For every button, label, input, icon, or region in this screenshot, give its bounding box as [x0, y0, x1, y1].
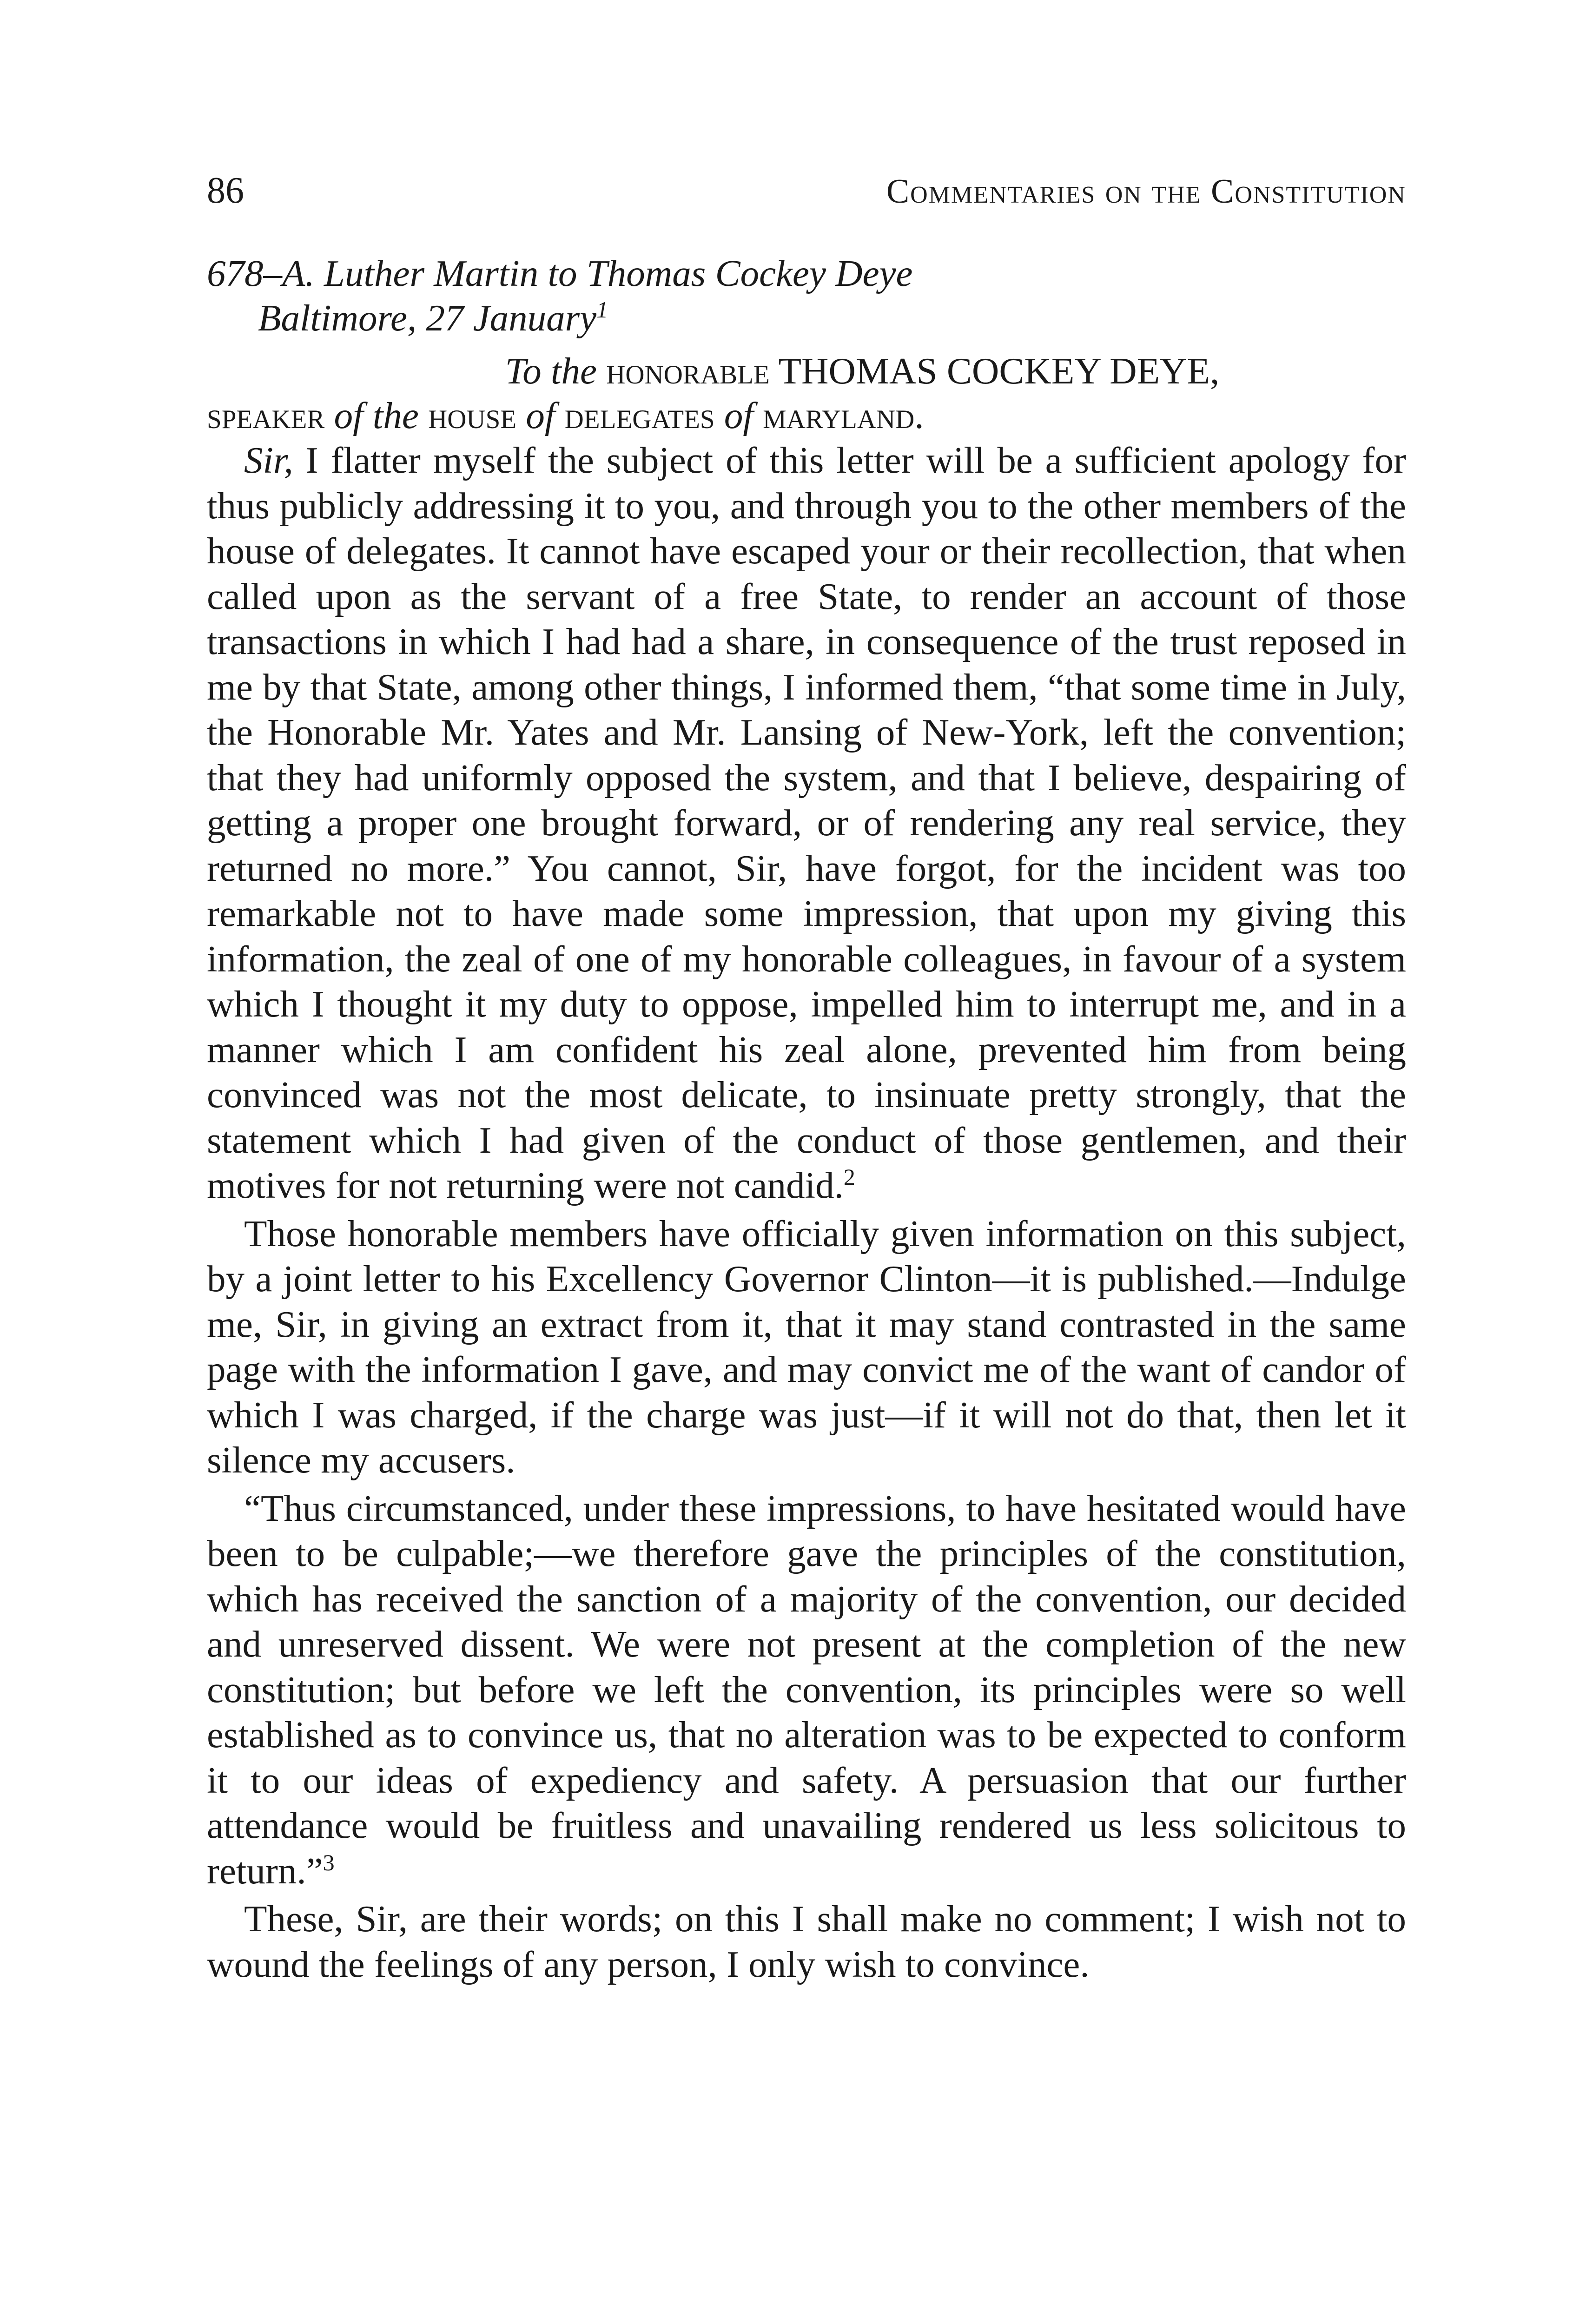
- address-line-1: [207, 349, 1406, 393]
- paragraph-3-text: “Thus circumstanced, under these impressions, to have hesitated would have been to be culpable;—we therefore gave the principles of the constitution, which has received the sanction of a majority of the convention, our decided and unreserved dissent. We were not present at the completion of the new constitution; but before we left the convention, its principles were so well established as to convince us, that no alteration was to be expected to conform it to our ideas of expediency and safety. A persuasion that our further attendance would be fruitless and unavailing rendered us less solicitous to return.”: [207, 1487, 1406, 1892]
- address-of-2: of: [724, 395, 753, 436]
- dateline-text: Baltimore, 27 January: [258, 297, 597, 339]
- paragraph-3: [207, 1486, 1406, 1894]
- address-honorable: honorable: [606, 350, 770, 392]
- footnote-ref-1: 1: [596, 297, 608, 323]
- address-of-1: of: [526, 395, 555, 436]
- document-heading: [207, 251, 1406, 340]
- paragraph-4: These, Sir, are their words; on this I shall make no comment; I wish not to wound the feelings of any person, I only wish to convince.: [207, 1898, 1406, 1985]
- running-head: [207, 167, 1406, 215]
- footnote-ref-2: 2: [843, 1164, 855, 1190]
- paragraph-1-text: I flatter myself the subject of this letter will be a sufficient apology for thus publicly addressing it to you, and through you to the other members of the house of delegates. It cannot have escaped your or their recollection, that when called upon as the servant of a free State, to render an account of those transactions in which I had had a share, in consequence of the trust reposed in me by that State, among other things, I informed them, “that some time in July, the Honorable Mr. Yates and Mr. Lansing of New-York, left the convention; that they had uniformly opposed the system, and that I believe, despairing of getting a proper one brought forward, or of rendering any real service, they returned no more.” You cannot, Sir, have forgot, for the incident was too remarkable not to have made some impression, that upon my giving this information, the zeal of one of my honorable colleagues, in favour of a system which I thought it my duty to oppose, impelled him to interrupt me, and in a manner which I am confident his zeal alone, prevented him from being convinced was not the most delicate, to insinuate pretty strongly, that the statement which I had given of the conduct of those gentlemen, and their motives for not returning were not candid.: [207, 439, 1406, 1206]
- book-page: [207, 167, 1406, 1987]
- footnote-ref-3: 3: [323, 1849, 335, 1875]
- address-block: [207, 349, 1406, 438]
- address-delegates: delegates: [564, 395, 715, 436]
- address-line-2: [207, 393, 1406, 438]
- address-maryland: maryland.: [763, 395, 924, 436]
- address-to: To the: [505, 350, 597, 392]
- address-speaker: speaker: [207, 395, 325, 436]
- page-number: 86: [207, 170, 244, 211]
- address-house: house: [428, 395, 517, 436]
- paragraph-2: Those honorable members have officially given information on this subject, by a joint letter to his Excellency Governor Clinton—it is published.—Indulge me, Sir, in giving an extract from it, that it may stand contrasted in the same page with the information I gave, and may convict me of the want of candor of which I was charged, if the charge was just—if it will not do that, then let it silence my accusers.: [207, 1212, 1406, 1481]
- address-of-the: of the: [334, 395, 419, 436]
- paragraph-1-salutation: Sir,: [244, 439, 293, 481]
- document-dateline: [207, 296, 1406, 340]
- address-name: THOMAS COCKEY DEYE,: [778, 350, 1220, 392]
- running-title: Commentaries on the Constitution: [886, 172, 1406, 211]
- paragraph-1: [207, 438, 1406, 1208]
- document-title: 678–A. Luther Martin to Thomas Cockey Deye: [207, 252, 913, 294]
- letter-body: [207, 438, 1406, 1987]
